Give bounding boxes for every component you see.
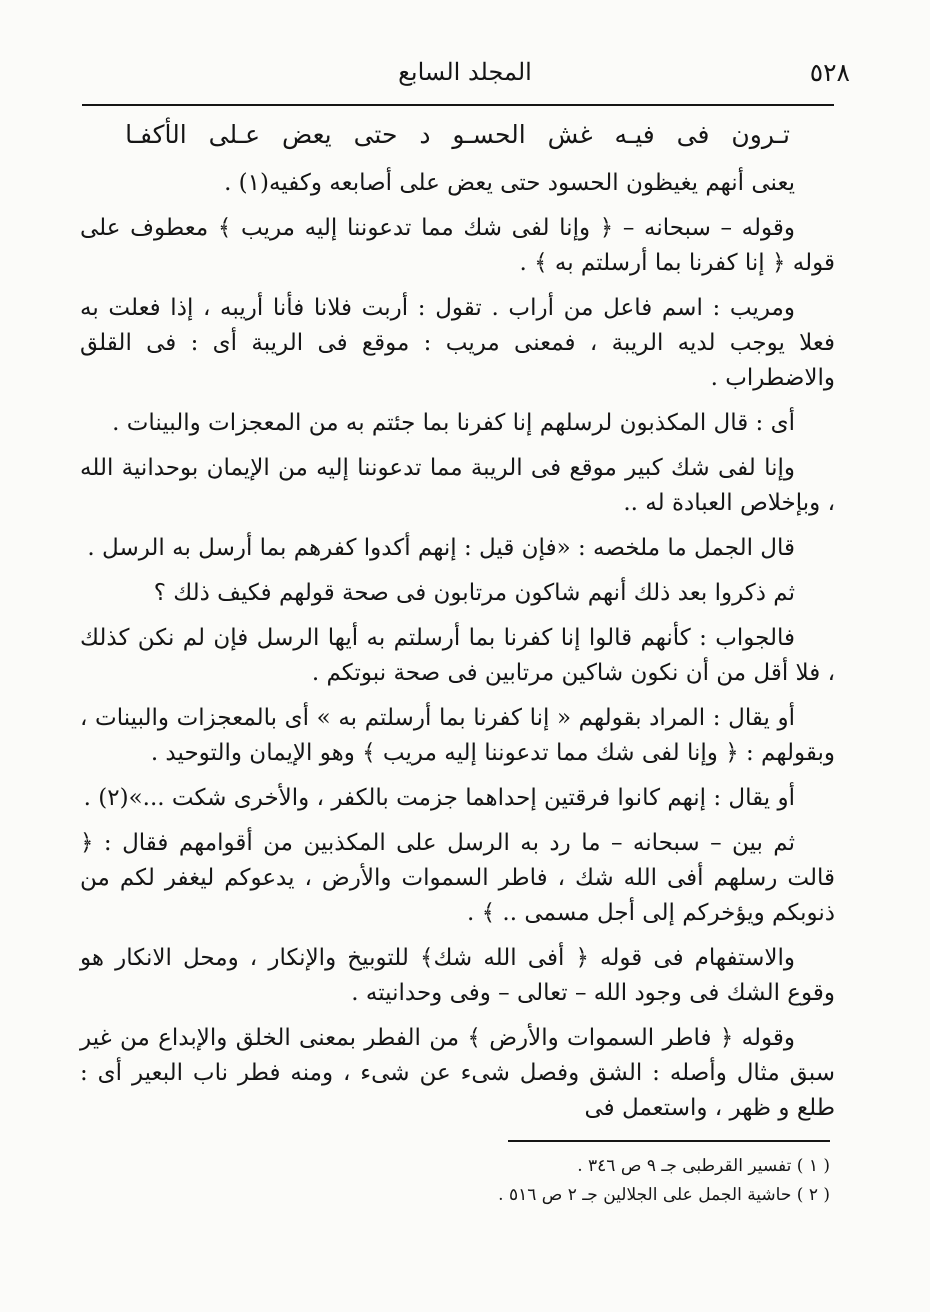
paragraph: فالجواب : كأنهم قالوا إنا كفرنا بما أرسلتم به أيها الرسل فإن لم نكن كذلك ، فلا أقل من أن نكون شاكين مرتابين فى صحة نبوتكم . (80, 625, 835, 686)
paragraph: أو يقال : إنهم كانوا فرقتين إحداهما جزمت بالكفر ، والأخرى شكت ...»(٢) . (83, 785, 795, 811)
paragraph: أو يقال : المراد بقولهم « إنا كفرنا بما أرسلتم به » أى بالمعجزات والبينات ، وبقولهم : ﴿ وإنا لفى شك مما تدعوننا إليه مريب ﴾ وهو الإيمان والتوحيد . (80, 705, 835, 766)
header-rule (82, 104, 834, 106)
page-number: ٥٢٨ (809, 58, 850, 87)
paragraph: قال الجمل ما ملخصه : «فإن قيل : إنهم أكدوا كفرهم بما أرسل به الرسل . (87, 535, 795, 561)
poetry-verse: تـرون فى فيـه غش الحسـو د حتى يعض عـلى الأكفـا (125, 120, 790, 149)
paragraph: ثم ذكروا بعد ذلك أنهم شاكون مرتابون فى صحة قولهم فكيف ذلك ؟ (153, 580, 795, 606)
paragraph: ثم بين – سبحانه – ما رد به الرسل على المكذبين من أقوامهم فقال : ﴿ قالت رسلهم أفى الله شك ، فاطر السموات والأرض ، يدعوكم ليغفر لكم من ذنوبكم ويؤخركم إلى أجل مسمى .. ﴾ . (80, 830, 835, 926)
footnotes (330, 1152, 830, 1210)
paragraph: والاستفهام فى قوله ﴿ أفى الله شك﴾ للتوبيخ والإنكار ، ومحل الانكار هو وقوع الشك فى وجود الله – تعالى – وفى وحدانيته . (80, 945, 835, 1006)
paragraph: وقوله – سبحانه – ﴿ وإنا لفى شك مما تدعوننا إليه مريب ﴾ معطوف على قوله ﴿ إنا كفرنا بما أرسلتم به ﴾ . (80, 215, 835, 276)
footnote-rule (508, 1140, 830, 1142)
footnote: ( ٢ ) حاشية الجمل على الجلالين جـ ٢ ص ٥١٦ . (498, 1185, 830, 1205)
paragraph: أى : قال المكذبون لرسلهم إنا كفرنا بما جئتم به من المعجزات والبينات . (112, 410, 795, 436)
footnote: ( ١ ) تفسير القرطبى جـ ٩ ص ٣٤٦ . (577, 1156, 830, 1176)
running-header: المجلد السابع (398, 58, 532, 86)
paragraph: ومريب : اسم فاعل من أراب . تقول : أربت فلانا فأنا أريبه ، إذا فعلت به فعلا يوجب لديه الريبة ، فمعنى مريب : موقع فى الريبة أى : فى القلق والاضطراب . (80, 295, 835, 391)
paragraph: وإنا لفى شك كبير موقع فى الريبة مما تدعوننا إليه من الإيمان بوحدانية الله ، وبإخلاص العبادة له .. (80, 455, 835, 516)
paragraph: وقوله ﴿ فاطر السموات والأرض ﴾ من الفطر بمعنى الخلق والإبداع من غير سبق مثال وأصله : الشق وفصل شىء عن شىء ، ومنه فطر ناب البعير أى : طلع و ظهر ، واستعمل فى (80, 1025, 835, 1121)
body-text (80, 118, 835, 1136)
paragraph: يعنى أنهم يغيظون الحسود حتى يعض على أصابعه وكفيه(١) . (224, 170, 795, 196)
